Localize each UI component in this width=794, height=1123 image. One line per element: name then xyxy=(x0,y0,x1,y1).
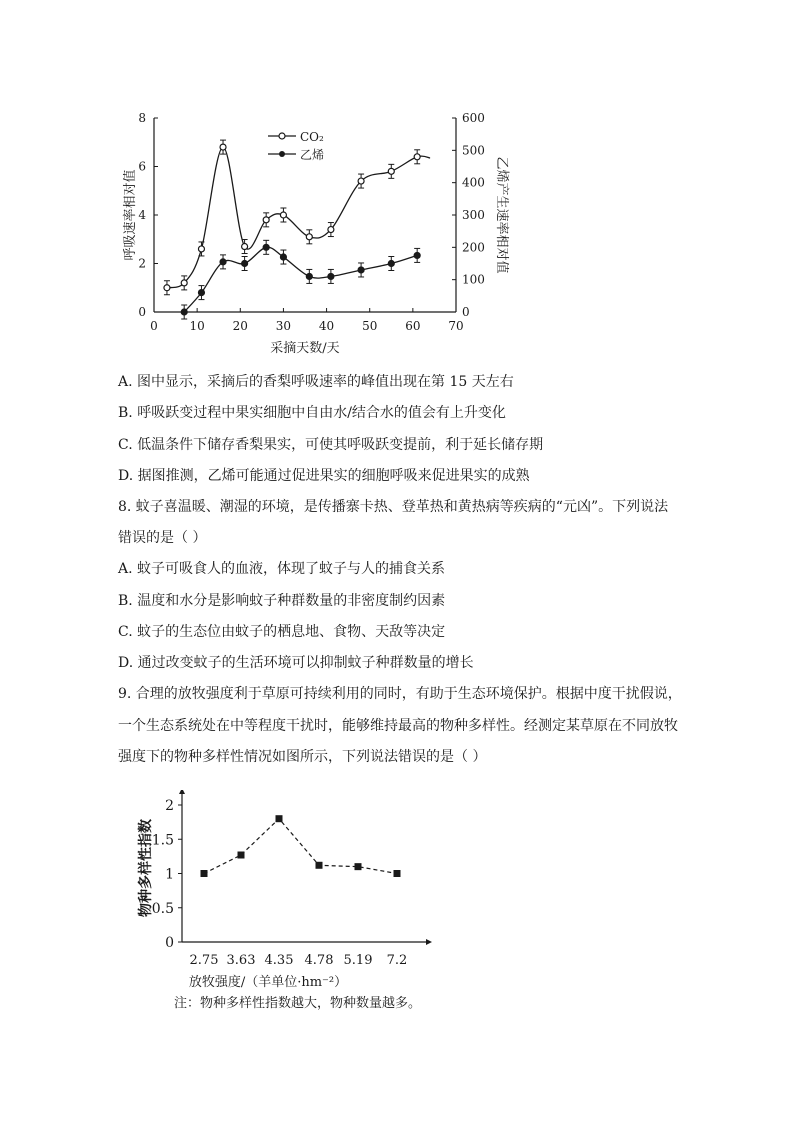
y-right-tick-label: 0 xyxy=(462,305,470,319)
diversity-series-line xyxy=(204,819,397,874)
co2-point xyxy=(280,212,286,218)
legend-co2: CO₂ xyxy=(300,130,324,144)
q8-option-c: C. 蚊子的生态位由蚊子的栖息地、食物、天敌等决定 xyxy=(118,624,446,640)
q8-option-a: A. 蚊子可吸食人的血液，体现了蚊子与人的捕食关系 xyxy=(118,561,446,577)
q9-stem-cont2: 强度下的物种多样性情况如图所示，下列说法错误的是（ ） xyxy=(118,749,487,765)
species-diversity-chart xyxy=(130,790,450,990)
legend-ethylene: 乙烯 xyxy=(300,148,325,162)
q7-option-a: A. 图中显示，采摘后的香梨呼吸速率的峰值出现在第 15 天左右 xyxy=(118,374,514,390)
diversity-point xyxy=(276,815,283,822)
co2-point xyxy=(198,246,204,252)
ethylene-series-line xyxy=(184,247,417,312)
y-axis-label: 物种多样性指数 xyxy=(138,819,154,917)
right-axis-label: 乙烯产生速率相对值 xyxy=(494,156,509,274)
ethylene-point xyxy=(388,261,394,267)
ethylene-point xyxy=(198,290,204,296)
co2-point xyxy=(358,178,364,184)
co2-point xyxy=(181,280,187,286)
x-tick-label: 4.78 xyxy=(304,953,334,968)
x-tick-label: 7.2 xyxy=(386,953,408,968)
x-tick-label: 4.35 xyxy=(264,953,294,968)
x-tick-label: 70 xyxy=(448,319,464,333)
diversity-point xyxy=(238,852,245,859)
x-axis-label: 采摘天数/天 xyxy=(270,341,340,356)
q7-option-b: B. 呼吸跃变过程中果实细胞中自由水/结合水的值会有上升变化 xyxy=(118,405,506,421)
diversity-point xyxy=(201,870,208,877)
ethylene-point xyxy=(358,267,364,273)
y-tick-label: 2 xyxy=(165,798,174,814)
q9-stem: 9. 合理的放牧强度利于草原可持续利用的同时，有助于生态环境保护。根据中度干扰假说， xyxy=(118,686,682,702)
diversity-point xyxy=(316,862,323,869)
q7-option-d: D. 据图推测，乙烯可能通过促进果实的细胞呼吸来促进果实的成熟 xyxy=(118,468,530,484)
x-tick-label: 0 xyxy=(150,319,158,333)
ethylene-point xyxy=(414,252,420,258)
x-axis-arrow xyxy=(426,939,432,945)
x-tick-label: 60 xyxy=(405,319,421,333)
co2-point xyxy=(328,227,334,233)
q8-option-d: D. 通过改变蚊子的生活环境可以抑制蚊子种群数量的增长 xyxy=(118,655,474,671)
y-tick-label: 1 xyxy=(165,866,174,883)
y-left-tick-label: 2 xyxy=(138,256,146,271)
x-tick-label: 3.63 xyxy=(226,953,256,968)
x-tick-label: 30 xyxy=(275,319,292,333)
ethylene-point xyxy=(181,309,187,315)
y-axis-arrow xyxy=(179,790,185,794)
y-left-tick-label: 6 xyxy=(138,159,146,174)
x-tick-label: 40 xyxy=(318,319,335,333)
ethylene-point xyxy=(328,273,334,279)
co2-point xyxy=(164,285,170,291)
q8-stem-cont: 错误的是（ ） xyxy=(118,530,207,546)
x-tick-label: 20 xyxy=(232,319,248,333)
x-tick-label: 50 xyxy=(362,319,378,333)
legend xyxy=(268,130,324,162)
q8-option-b: B. 温度和水分是影响蚊子种群数量的非密度制约因素 xyxy=(118,593,446,609)
y-left-tick-label: 0 xyxy=(138,305,146,319)
y-right-tick-label: 400 xyxy=(462,175,485,190)
y-tick-label: 1.5 xyxy=(151,832,174,849)
y-tick-label: 0.5 xyxy=(151,900,174,917)
ethylene-point xyxy=(242,261,248,267)
y-right-tick-label: 300 xyxy=(462,208,485,222)
co2-point xyxy=(263,217,269,223)
left-axis-label: 呼吸速率相对值 xyxy=(123,169,138,261)
co2-point xyxy=(242,244,248,250)
x-tick-label: 10 xyxy=(189,319,205,333)
ethylene-point xyxy=(280,254,286,260)
y-tick-label: 0 xyxy=(165,935,174,951)
y-right-tick-label: 500 xyxy=(462,143,485,158)
figure-note: 注：物种多样性指数越大，物种数量越多。 xyxy=(174,996,422,1011)
co2-point xyxy=(388,168,394,174)
ethylene-point xyxy=(220,259,226,265)
ethylene-point xyxy=(306,273,312,279)
q7-option-c: C. 低温条件下储存香梨果实，可使其呼吸跃变提前，利于延长储存期 xyxy=(118,437,544,453)
x-tick-label: 2.75 xyxy=(189,953,219,968)
q9-stem-cont1: 一个生态系统处在中等程度干扰时，能够维持最高的物种多样性。经测定某草原在不同放牧 xyxy=(118,718,678,734)
q8-stem: 8. 蚊子喜温暖、潮湿的环境，是传播寨卡热、登革热和黄热病等疾病的“元凶”。下列说法 xyxy=(118,499,669,515)
x-tick-label: 5.19 xyxy=(343,953,373,968)
co2-point xyxy=(414,154,420,160)
y-left-tick-label: 8 xyxy=(138,111,146,125)
co2-point xyxy=(220,144,226,150)
ethylene-point xyxy=(263,244,269,250)
diversity-point xyxy=(355,863,362,870)
x-axis-label: 放牧强度/（羊单位·hm⁻²） xyxy=(188,975,348,990)
y-right-tick-label: 600 xyxy=(462,111,485,125)
diversity-point xyxy=(394,870,401,877)
co2-point xyxy=(306,234,312,240)
y-right-tick-label: 100 xyxy=(462,272,485,287)
respiration-ethylene-chart xyxy=(110,100,510,360)
y-left-tick-label: 4 xyxy=(138,208,146,222)
y-right-tick-label: 200 xyxy=(462,240,485,255)
